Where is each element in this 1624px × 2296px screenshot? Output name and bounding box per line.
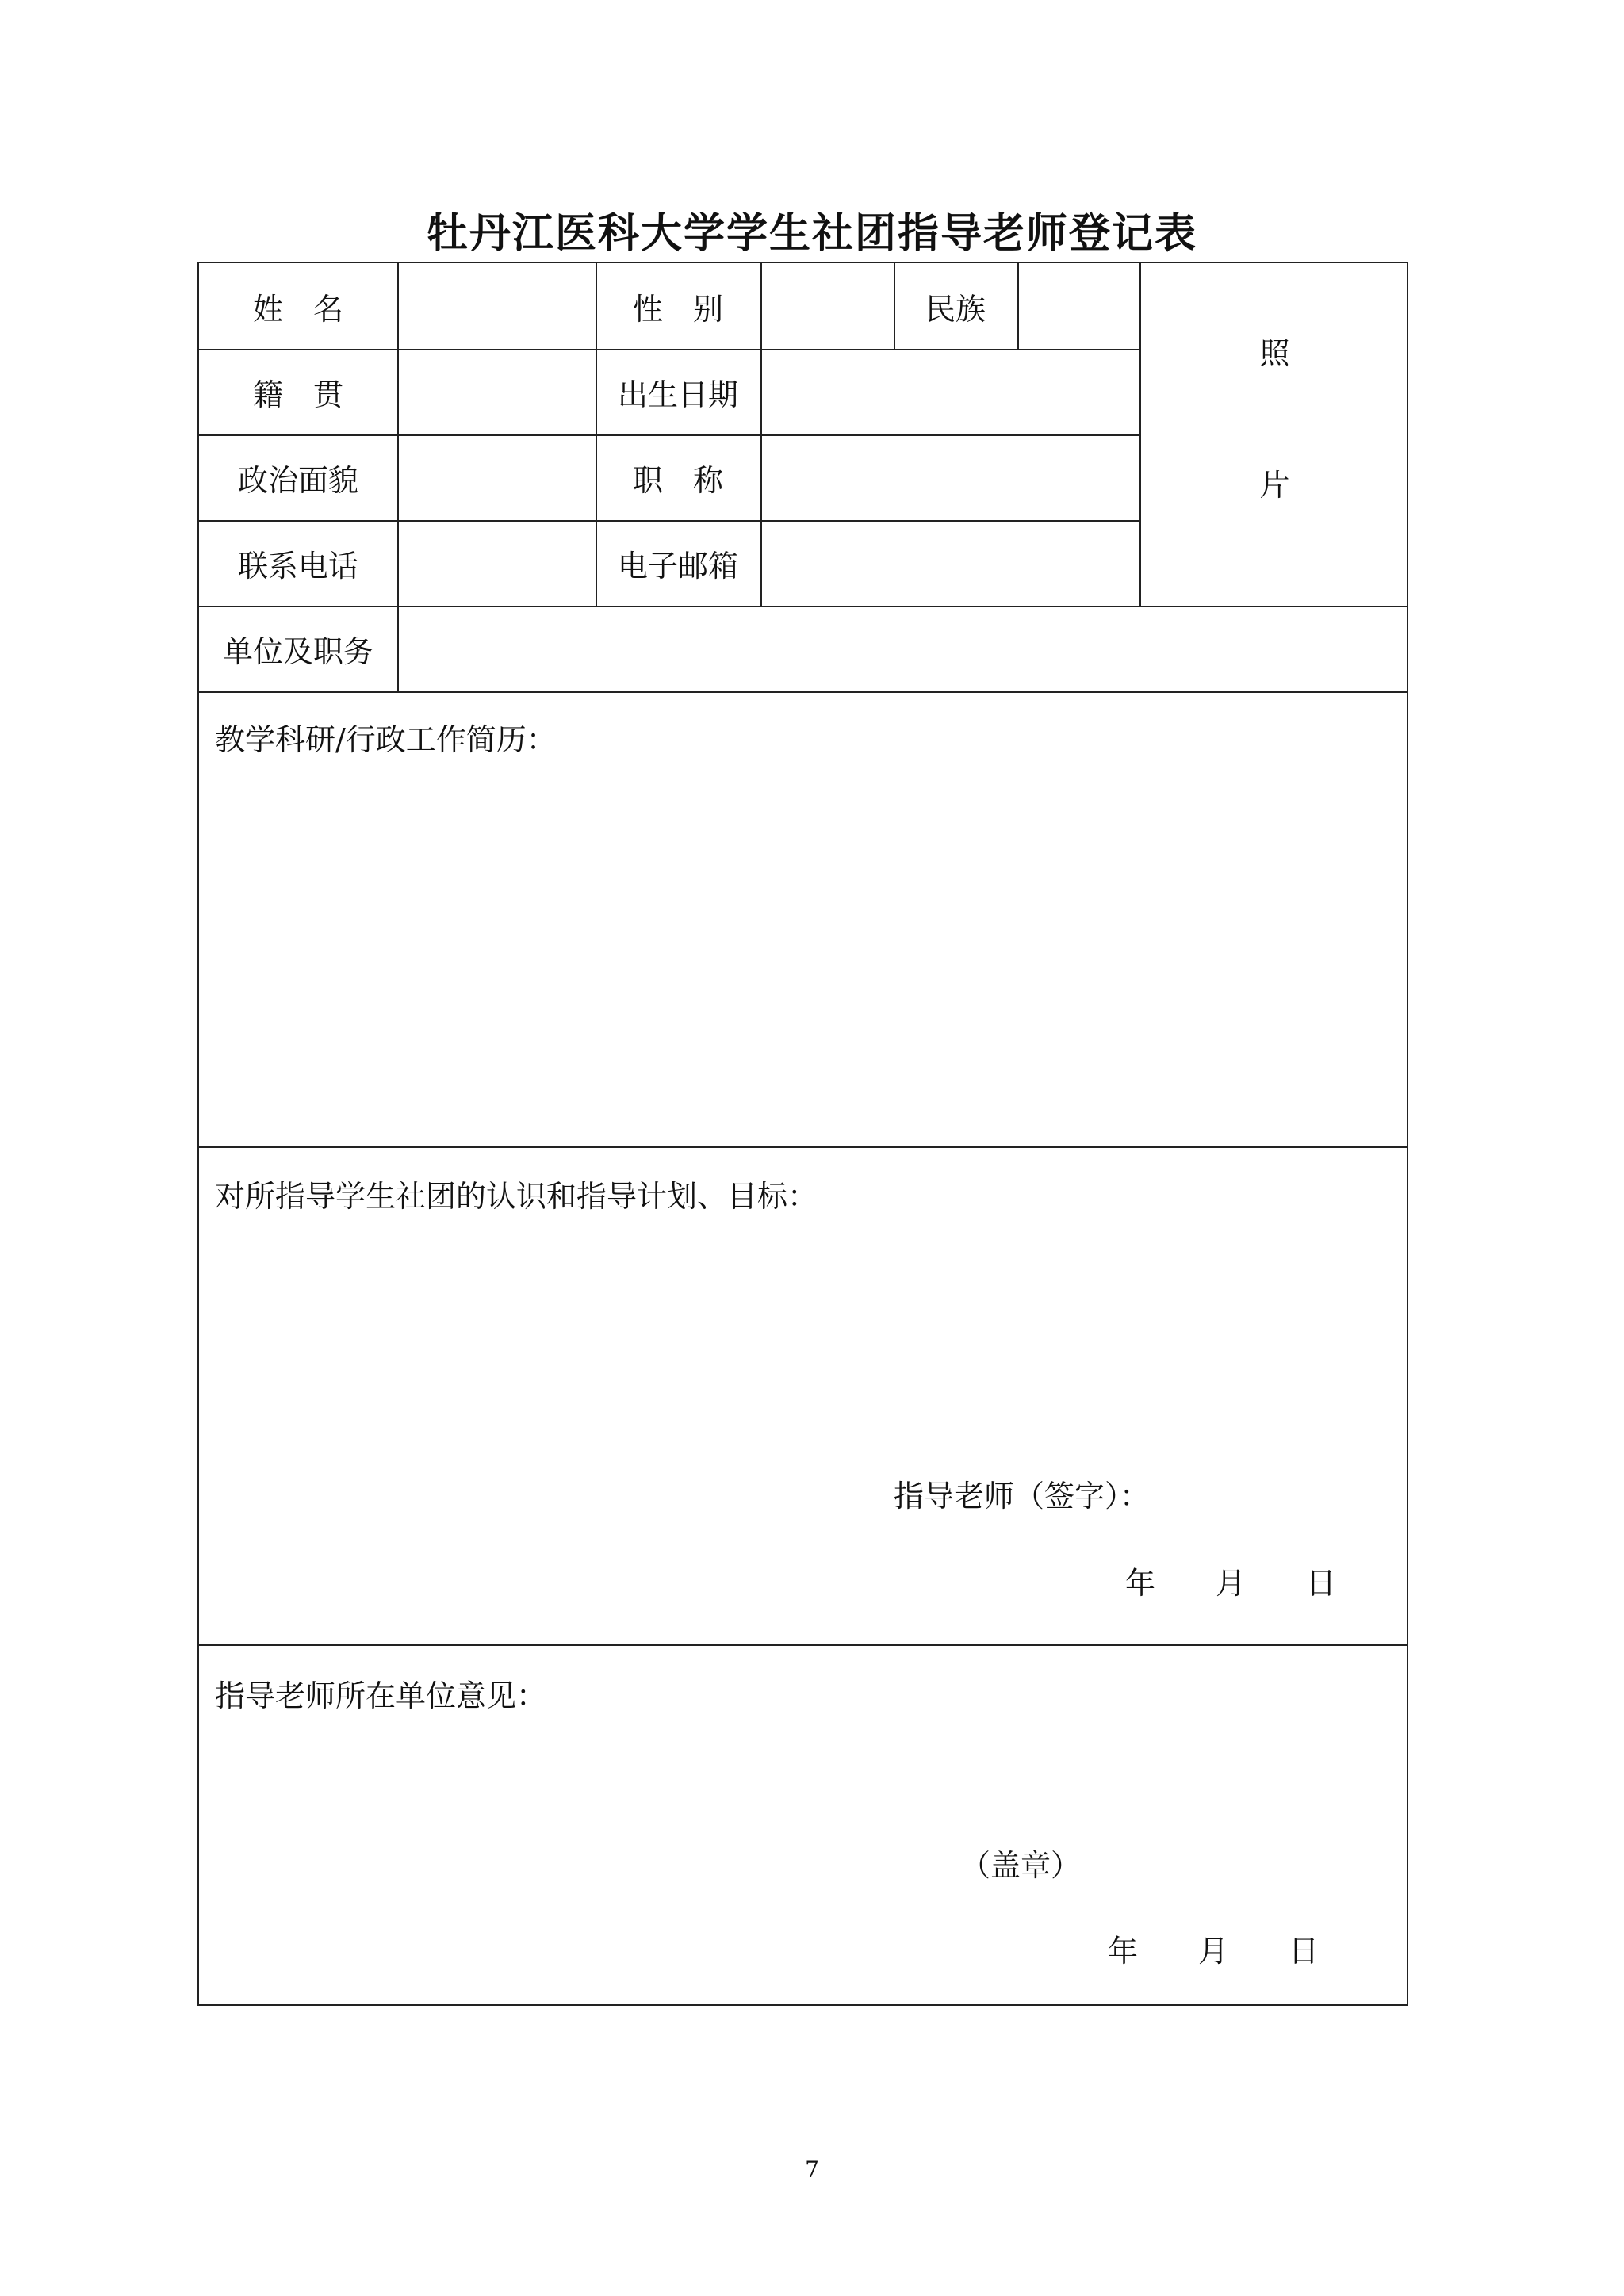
plan-signature-label: 指导老师（签字）： <box>894 1479 1151 1513</box>
column-divider <box>397 263 399 691</box>
row-divider <box>199 1146 1408 1148</box>
resume-section-label: 教学科研/行政工作简历： <box>215 722 557 757</box>
political-status-label: 政治面貌 <box>237 462 358 498</box>
professional-title-label: 职 称 <box>632 462 723 498</box>
photo-label-bottom: 片 <box>1259 467 1290 503</box>
ethnicity-label: 民族 <box>925 291 986 327</box>
phone-label: 联系电话 <box>237 548 358 584</box>
photo-label-top: 照 <box>1259 335 1290 371</box>
gender-label: 性 别 <box>632 291 723 327</box>
unit-opinion-section-label: 指导老师所在单位意见： <box>215 1678 547 1713</box>
form-title: 牡丹江医科大学学生社团指导老师登记表 <box>426 210 1197 258</box>
unit-position-label: 单位及职务 <box>222 633 373 669</box>
row-divider <box>199 1644 1408 1646</box>
column-divider <box>760 263 762 606</box>
plan-date-label: 年 月 日 <box>1125 1566 1337 1601</box>
email-label: 电子邮箱 <box>617 548 738 584</box>
column-divider <box>1139 263 1141 606</box>
page-number: 7 <box>805 2156 819 2183</box>
row-divider <box>199 691 1408 693</box>
name-label: 姓 名 <box>252 291 343 327</box>
unit-seal-label: （盖章） <box>960 1848 1082 1883</box>
registration-form-table <box>197 262 1408 2006</box>
birth-date-label: 出生日期 <box>617 377 738 412</box>
unit-date-label: 年 月 日 <box>1108 1934 1320 1969</box>
column-divider <box>1017 263 1019 349</box>
plan-section-label: 对所指导学生社团的认识和指导计划、目标： <box>215 1179 818 1214</box>
native-place-label: 籍 贯 <box>252 377 343 412</box>
